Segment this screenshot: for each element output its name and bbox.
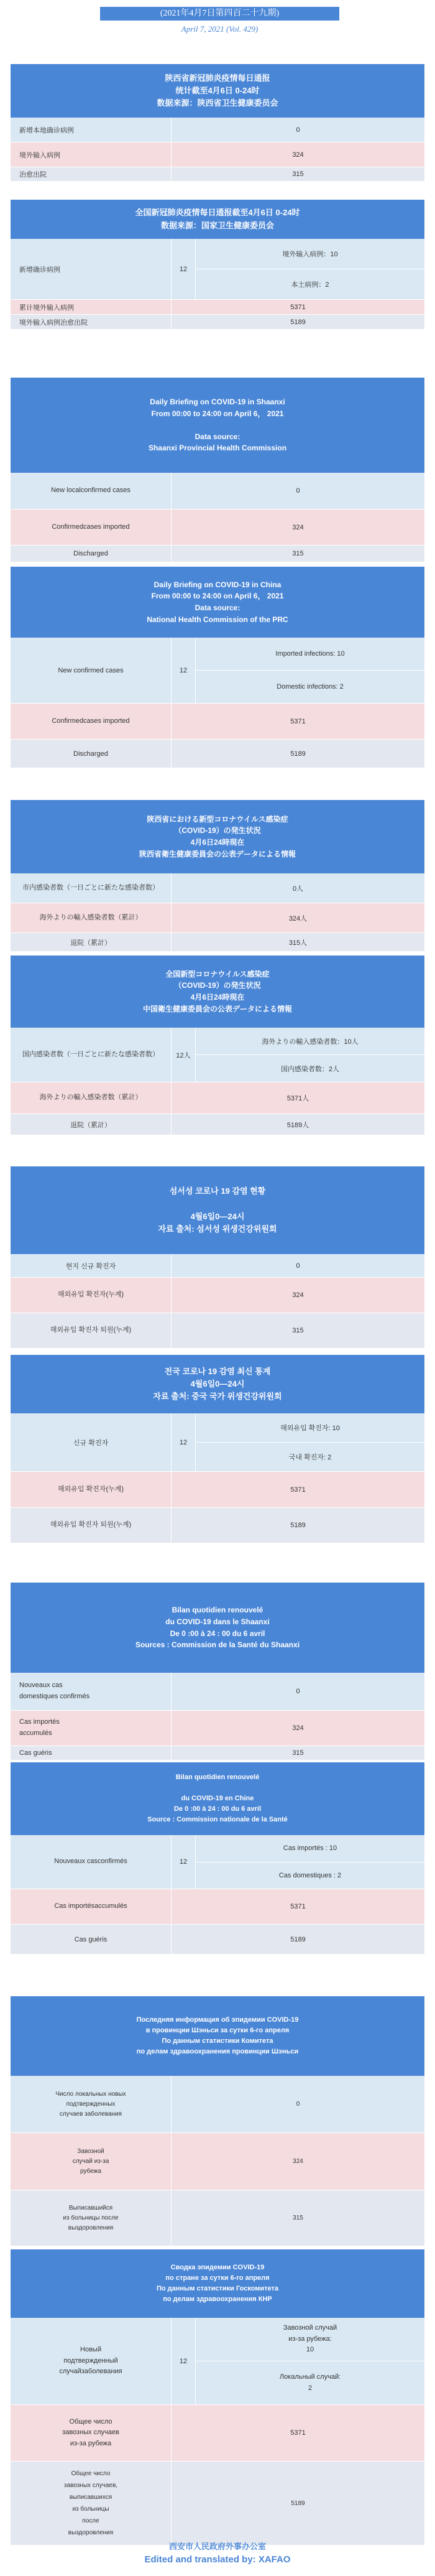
table-row: Nouveaux cas confirmés 12 Cas importés : 10 Cas domestiques : 2 — [11, 1835, 424, 1889]
footer-credit: Edited and translated by: XAFAO — [144, 2554, 291, 2565]
table-row: 海外よりの輸入感染者数 （累計） 5371人 — [11, 1082, 424, 1114]
table-row: Confirmed cases imported 324 — [11, 509, 424, 546]
fr-shaanxi-header: Bilan quotidien renouvelé du COVID-19 dans le Shaanxi De 0 :00 à 24 : 00 du 6 avril Sources : Commission de la Santé du Shaanxi — [11, 1583, 424, 1673]
table-row: 해외유입 확진자 (누계) 324 — [11, 1278, 424, 1313]
table-row: Cas importés accumulés 5371 — [11, 1889, 424, 1925]
zh-china-table — [11, 200, 424, 330]
ko-china-table — [11, 1355, 424, 1543]
table-row: Общее число завозных случаев, выписавшихся из больницы после выздоровления 5189 — [11, 2462, 424, 2546]
ja-china-header: 全国新型コロナウイルス感染症 （COVID-19）の発生状況 4月6日24時現在 中国衛生健康委員会の公表データによる情報 — [11, 956, 424, 1028]
table-row: 해외유입 확진자 퇴원 (누계) 5189 — [11, 1508, 424, 1543]
zh-china-header: 全国新冠肺炎疫情每日通报截至4月6日 0-24时 数据来源：国家卫生健康委员会 — [11, 200, 424, 239]
table-row: Число локальных новых подтвержденных случаев заболевания 0 — [11, 2076, 424, 2133]
table-row: Cas guéris 5189 — [11, 1925, 424, 1955]
zh-shaanxi-table — [11, 64, 424, 182]
en-shaanxi-header: Daily Briefing on COVID-19 in Shaanxi From 00:00 to 24:00 on April 6， 2021 Data source: Shaanxi Provincial Health Commission — [11, 378, 424, 473]
issue-date: April 7, 2021 (Vol. 429) — [181, 24, 259, 34]
table-row: 해외유입 확진자 (누계) 5371 — [11, 1472, 424, 1508]
table-row: Confirmed cases imported 5371 — [11, 704, 424, 740]
zh-shaanxi-header: 陕西省新冠肺炎疫情每日通报 统计截至4月6日 0-24时 数据来源：陕西省卫生健康委员会 — [11, 64, 424, 118]
ja-shaanxi-header: 陝西省における新型コロナウイルス感染症 （COVID-19）の発生状況 4月6日24時現在 陝西省衛生健康委員会の公表データによる情報 — [11, 800, 424, 873]
table-row: 境外输入病例 324 — [11, 142, 424, 167]
table-row: 현지 신규 확진자 0 — [11, 1254, 424, 1278]
table-row: Новый подтвержденный случайзаболевания 12 Завозной случай из-за рубежа: 10 Локальный случай: 2 — [11, 2318, 424, 2405]
table-row: Discharged 5189 — [11, 740, 424, 768]
ko-shaanxi-table — [11, 1166, 424, 1349]
ja-shaanxi-table — [11, 800, 424, 952]
table-row: 治愈出院 315 — [11, 167, 424, 182]
table-row: 市内感染者数 （一日ごとに新たな感染者数） 0人 — [11, 873, 424, 903]
table-row: 해외유입 확진자 퇴원 (누계) 315 — [11, 1313, 424, 1349]
table-row: Nouveaux cas domestiques confirmés 0 — [11, 1673, 424, 1711]
fr-china-table — [11, 1762, 424, 1955]
table-row: Cas guéris 315 — [11, 1746, 424, 1760]
en-shaanxi-table — [11, 378, 424, 562]
table-row: 退院（累計） 5189人 — [11, 1114, 424, 1135]
ru-china-header: Сводка эпидемии COVID-19 по стране за сутки 6-го апреля По данным статистики Госкомитета по делам здравоохранения КНР — [11, 2249, 424, 2318]
table-row: 新增确诊病例 12 境外输入病例：10 本土病例：2 — [11, 239, 424, 300]
ru-shaanxi-table — [11, 1996, 424, 2246]
table-row: Выписавшийся из больницы после выздоровления 315 — [11, 2190, 424, 2246]
ru-china-table — [11, 2249, 424, 2546]
table-row: Cas importés accumulés 324 — [11, 1711, 424, 1746]
table-row: 海外よりの輸入感染者数 （累計） 324人 — [11, 903, 424, 933]
footer-org: 西安市人民政府外事办公室 — [168, 2542, 266, 2551]
table-row: New local confirmed cases 0 — [11, 473, 424, 509]
ja-china-table — [11, 956, 424, 1135]
table-row: 新增本地确诊病例 0 — [11, 118, 424, 142]
en-china-table — [11, 567, 424, 768]
fr-shaanxi-table — [11, 1583, 424, 1760]
footer — [0, 2540, 435, 2565]
ko-china-header: 전국 코로나 19 감염 최신 통계 4월6일0—24시 자료 출처: 중국 국가 위생건강위원회 — [11, 1355, 424, 1413]
table-row: Общее число завозных случаев из-за рубежа 5371 — [11, 2405, 424, 2462]
table-row: 累计境外输入病例 5371 — [11, 300, 424, 315]
table-row: New confirmed cases 12 Imported infections: 10 Domestic infections: 2 — [11, 638, 424, 704]
table-row: 退院（累計） 315人 — [11, 933, 424, 952]
table-row: 신규 확진자 12 해외유입 확진자: 10 국내 확진자: 2 — [11, 1413, 424, 1472]
table-row: 境外输入病例治愈出院 5189 — [11, 315, 424, 330]
fr-china-header: Bilan quotidien renouvelé du COVID-19 en Chine De 0 :00 à 24 : 00 du 6 avril Source : Commission nationale de la Santé — [11, 1762, 424, 1835]
ko-shaanxi-header: 섬서성 코로나 19 감염 현황 4월6일0—24시 자료 출처: 섬서성 위생건강위원회 — [11, 1166, 424, 1254]
table-row: 国内感染者数 （一日ごとに新たな感染者数） 12人 海外よりの輸入感染者数：10人 国内感染者数：2人 — [11, 1028, 424, 1082]
table-row: Завозной случай из-за рубежа 324 — [11, 2133, 424, 2190]
issue-bar: (2021年4月7日第四百二十九期) — [100, 7, 339, 21]
ru-shaanxi-header: Последняя информация об эпидемии COVID-19 в провинции Шэньси за сутки 6-го апреля По данным статистики Комитета по делам здравоохранения провинции Шэньси — [11, 1996, 424, 2076]
en-china-header: Daily Briefing on COVID-19 in China From 00:00 to 24:00 on April 6， 2021 Data source: National Health Commission of the PRC — [11, 567, 424, 638]
table-row: Discharged 315 — [11, 546, 424, 562]
